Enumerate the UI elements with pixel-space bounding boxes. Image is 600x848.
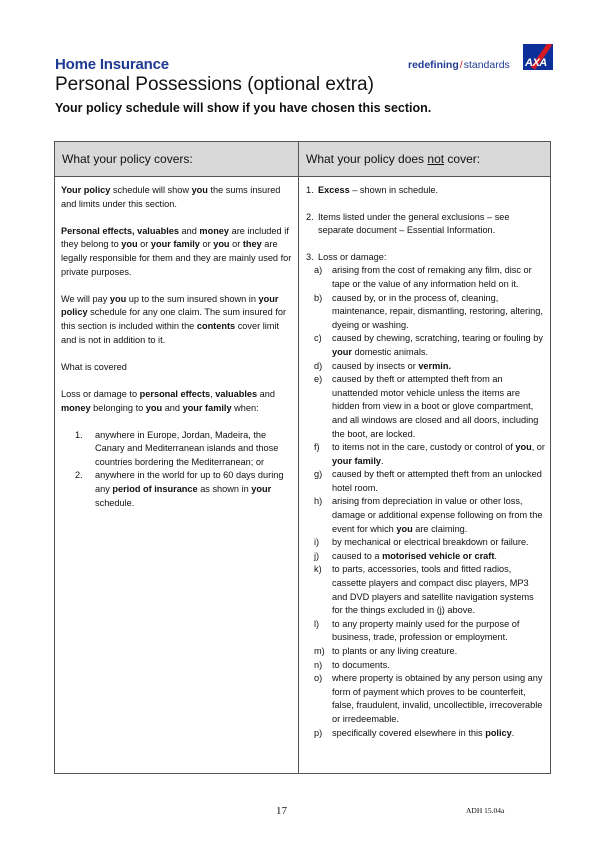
exclusion-1: 1. Excess – shown in schedule. [306, 185, 439, 195]
list-item: g) caused by theft or attempted theft from an unlocked hotel room. [314, 469, 542, 493]
list-item: k) to parts, accessories, tools and fitted radios, cassette players and compact disc players, MP3 and DVD players and satellite navigation systems for the things excluded in (j) above. [314, 564, 534, 616]
page-subtitle: Your policy schedule will show if you have chosen this section. [55, 101, 432, 115]
list-item: m) to plants or any living creature. [314, 646, 458, 656]
what-is-covered-label: What is covered [61, 361, 127, 372]
tagline-redefining: redefining [408, 59, 459, 71]
list-item: f) to items not in the care, custody or control of you, or your family. [314, 442, 545, 466]
document-code: ADH 15.04a [466, 806, 505, 815]
list-item: i) by mechanical or electrical breakdown or failure. [314, 537, 529, 548]
payment-paragraph: We will pay you up to the sum insured shown in your policy schedule for any one claim. The sum insured for this section is included within the contents cover limit and is not in addition to it. [61, 293, 287, 345]
intro-paragraph: Your policy schedule will show you the sums insured and limits under this section. [61, 185, 281, 209]
covers-column [61, 184, 293, 510]
axa-logo [523, 44, 553, 70]
logo-text: AXA [525, 57, 547, 69]
header-covers: What your policy covers: [62, 152, 193, 166]
included-items-paragraph: Personal effects, valuables and money are included if they belong to you or your family or you or they are legally responsible for them and they are mainly used for private purposes. [61, 225, 292, 277]
list-item: e) caused by theft or attempted theft from an unattended motor vehicle unless the items are hidden from view in a boot or glove compartment, and all windows are closed and all doors, including the boot, are locked. [314, 374, 539, 439]
header-not-covered: What your policy does not cover: [306, 152, 481, 166]
list-item: j) caused to a motorised vehicle or craft. [314, 550, 497, 561]
list-item: 2. anywhere in the world for up to 60 days during any period of insurance as shown in your schedule. [75, 470, 284, 508]
loss-damage-sublist [306, 264, 546, 740]
list-item: 1. anywhere in Europe, Jordan, Madeira, the Canary and Mediterranean islands and those countries bordering the Mediterranean; or [75, 429, 279, 467]
exclusion-2: 2. Items listed under the general exclusions – see separate document – Essential Information. [306, 211, 510, 236]
list-item: c) caused by chewing, scratching, tearing or fouling by your domestic animals. [314, 333, 543, 357]
brand-title: Home Insurance [55, 56, 169, 73]
list-item: o) where property is obtained by any person using any form of payment which proves to be counterfeit, false, fraudulent, invalid, uncollectible, irrecoverable or irredeemable. [314, 673, 543, 724]
loss-damage-paragraph: Loss or damage to personal effects, valuables and money belonging to you and your family when: [61, 388, 276, 413]
list-item: a) arising from the cost of remaking any film, disc or tape or the value of any information held on it. [314, 265, 532, 289]
tagline-standards: standards [463, 59, 510, 71]
not-covered-column [306, 184, 546, 740]
coverage-table [54, 141, 551, 774]
exclusion-3: 3. Loss or damage: [306, 251, 387, 262]
column-divider [298, 142, 299, 773]
covered-locations-list [61, 429, 293, 511]
list-item: d) caused by insects or vermin. [314, 360, 451, 371]
list-item: b) caused by, or in the process of, cleaning, maintenance, repair, dismantling, restoring, altering, dyeing or washing. [314, 292, 543, 330]
list-item: h) arising from depreciation in value or other loss, damage or additional expense following on from the event for which you are claiming. [314, 496, 543, 534]
list-item: p) specifically covered elsewhere in this policy. [314, 727, 515, 738]
page-number: 17 [276, 805, 287, 817]
tagline: redefining/standards [408, 59, 510, 71]
list-item: n) to documents. [314, 659, 390, 670]
page-title: Personal Possessions (optional extra) [55, 74, 374, 95]
list-item: l) to any property mainly used for the purpose of business, trade, profession or employment. [314, 618, 520, 643]
